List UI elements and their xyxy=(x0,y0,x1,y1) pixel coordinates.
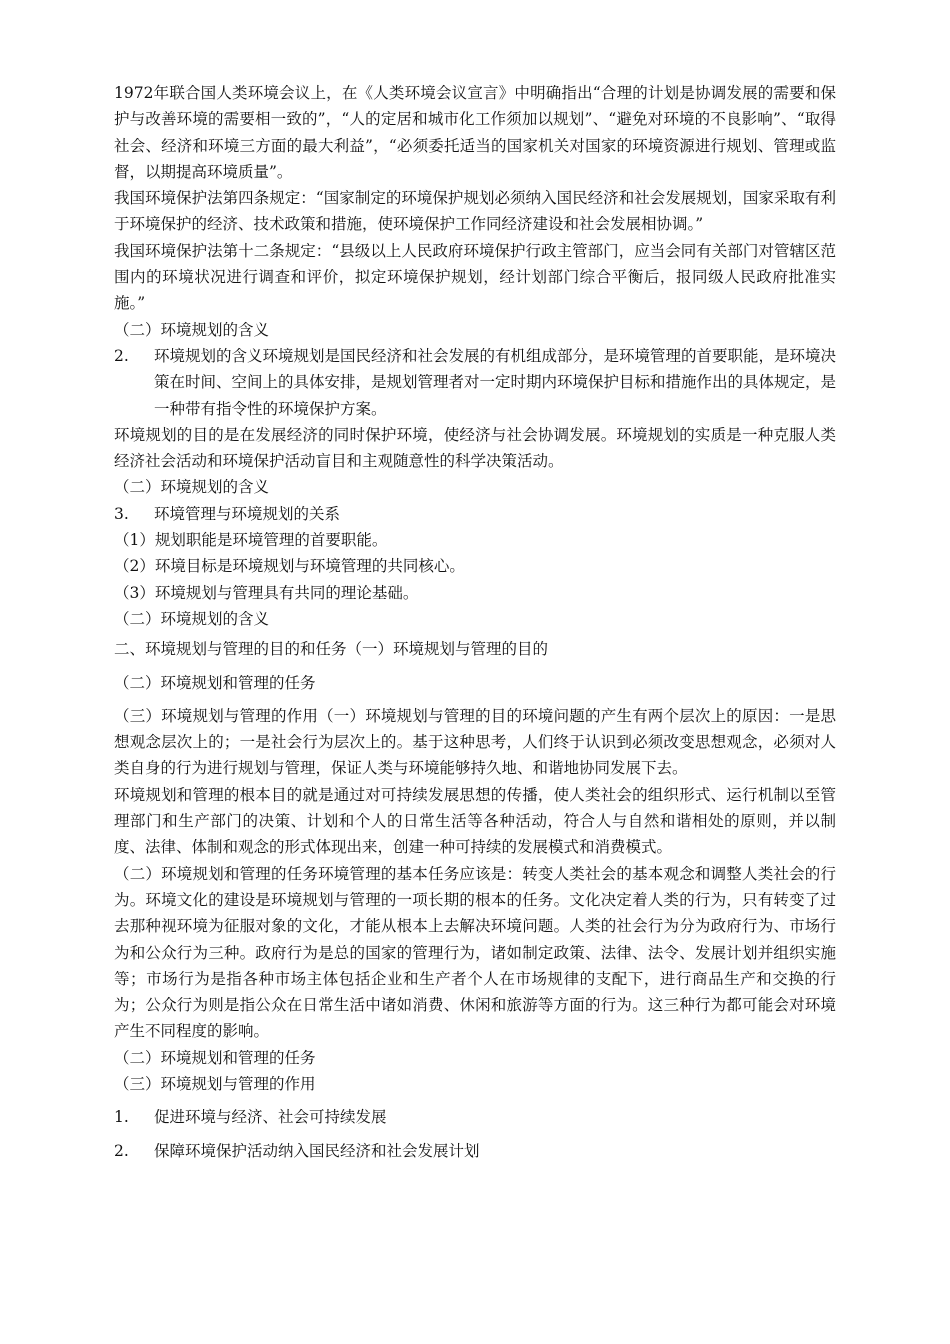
item-number: 1. xyxy=(114,1108,129,1127)
item-number: 2. xyxy=(114,1141,129,1160)
paragraph-declaration: 1972年联合国人类环境会议上，在《人类环境会议宣言》中明确指出“合理的计划是协调发展的需要和保护与改善环境的需要相一致的”，“人的定居和城市化工作须加以规划”、“避免对环境的不良影响”、“取得社会、经济和环境三方面的最大利益”，“必须委托适当的国家机关对国家的环境资源进行规划、管理或监督，以期提高环境质量”。 xyxy=(114,84,836,181)
paragraph-purpose-causes: （三）环境规划与管理的作用（一）环境规划与管理的目的环境问题的产生有两个层次上的原因：一是思想观念层次上的；一是社会行为层次上的。基于这种思考，人们终于认识到必须改变思想观念，必须对人类自身的行为进行规划与管理，保证人类与环境能够持久地、和谐地协同发展下去。 xyxy=(114,706,836,778)
paragraph-planning-purpose: 环境规划的目的是在发展经济的同时保护环境，使经济与社会协调发展。环境规划的实质是一种克服人类经济社会活动和环境保护活动盲目和主观随意性的科学决策活动。 xyxy=(114,425,836,471)
heading-planning-role: （三）环境规划与管理的作用 xyxy=(114,1074,316,1093)
item-number: 3. xyxy=(114,504,129,523)
paragraph-management-tasks: （二）环境规划和管理的任务环境管理的基本任务应该是：转变人类社会的基本观念和调整人类社会的行为。环境文化的建设是环境规划与管理的一项长期的根本的任务。文化决定着人类的行为，只有转变了过去那种视环境为征服对象的文化，才能从根本上去解决环境问题。人类的社会行为分为政府行为、市场行为和公众行为三种。政府行为是总的国家的管理行为，诸如制定政策、法律、法令、发展计划并组织实施等；市场行为是指各种市场主体包括企业和生产者个人在市场规律的支配下，进行商品生产和交换的行为；公众行为则是指公众在日常生活中诸如消费、休闲和旅游等方面的行为。这三种行为都可能会对环境产生不同程度的影响。 xyxy=(114,864,836,1041)
heading-planning-tasks: （二）环境规划和管理的任务 xyxy=(114,673,316,692)
sub-item-2: （2）环境目标是环境规划与环境管理的共同核心。 xyxy=(114,557,465,576)
document-body xyxy=(114,80,836,1164)
paragraph-law-article-4: 我国环境保护法第四条规定：“国家制定的环境保护规划必须纳入国民经济和社会发展规划，国家采取有利于环境保护的经济、技术政策和措施，使环境保护工作同经济建设和社会发展相协调。” xyxy=(114,189,836,234)
sub-item-3: （3）环境规划与管理具有共同的理论基础。 xyxy=(114,583,419,602)
paragraph-law-article-12: 我国环境保护法第十二条规定：“县级以上人民政府环境保护行政主管部门，应当会同有关部门对管辖区范围内的环境状况进行调查和评价，拟定环境保护规划，经计划部门综合平衡后，报同级人民政府批准实施。” xyxy=(114,241,836,313)
list-item-2 xyxy=(114,1138,836,1164)
item-text: 保障环境保护活动纳入国民经济和社会发展计划 xyxy=(154,1141,480,1160)
item-text: 环境规划的含义环境规划是国民经济和社会发展的有机组成部分，是环境管理的首要职能，是环境决策在时间、空间上的具体安排，是规划管理者对一定时期内环境保护目标和措施作出的具体规定，是一种带有指令性的环境保护方案。 xyxy=(154,346,837,418)
sub-item-1: （1）规划职能是环境管理的首要职能。 xyxy=(114,531,388,550)
paragraph-fundamental-purpose: 环境规划和管理的根本目的就是通过对可持续发展思想的传播，使人类社会的组织形式、运行机制以至管理部门和生产部门的决策、计划和个人的日常生活等各种活动，符合人与自然和谐相处的原则，并以制度、法律、体制和观念的形式体现出来，创建一种可持续的发展模式和消费模式。 xyxy=(114,785,836,857)
item-number: 2. xyxy=(114,346,129,365)
heading-planning-meaning: （二）环境规划的含义 xyxy=(114,320,270,339)
item-text: 促进环境与经济、社会可持续发展 xyxy=(154,1108,387,1127)
numbered-item-2 xyxy=(114,343,836,422)
heading-section-two: 二、环境规划与管理的目的和任务（一）环境规划与管理的目的 xyxy=(114,640,549,659)
numbered-item-3 xyxy=(114,501,836,527)
heading-planning-meaning: （二）环境规划的含义 xyxy=(114,478,270,497)
heading-planning-meaning: （二）环境规划的含义 xyxy=(114,609,270,628)
heading-planning-tasks: （二）环境规划和管理的任务 xyxy=(114,1048,316,1067)
item-text: 环境管理与环境规划的关系 xyxy=(154,504,341,523)
list-item-1 xyxy=(114,1104,836,1130)
